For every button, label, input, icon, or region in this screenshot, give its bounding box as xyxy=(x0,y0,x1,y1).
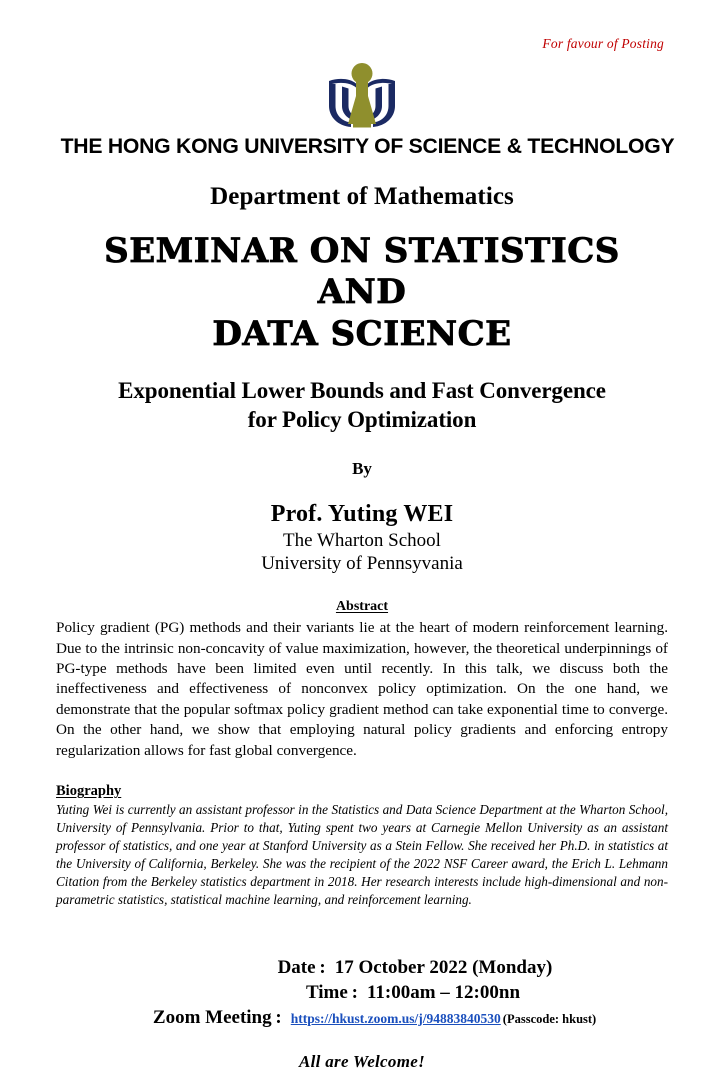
talk-title-line-1: Exponential Lower Bounds and Fast Convergence xyxy=(118,378,606,404)
seminar-title-line-1: SEMINAR ON STATISTICS AND xyxy=(104,231,620,313)
posting-notice: For favour of Posting xyxy=(542,36,664,51)
event-details xyxy=(56,955,668,1030)
abstract-heading-text: Abstract xyxy=(335,599,389,615)
by-label: By xyxy=(352,459,372,479)
university-name: THE HONG KONG UNIVERSITY OF SCIENCE & TECHNOLOGY xyxy=(60,134,675,158)
zoom-meeting-link[interactable]: https://hkust.zoom.us/j/94883840530 xyxy=(290,1011,501,1027)
zoom-meeting-value xyxy=(291,1010,596,1028)
date-row xyxy=(172,955,553,980)
time-value: 11:00am – 12:00nn xyxy=(366,982,521,1004)
affiliation-line-2: University of Pennsyvania xyxy=(261,552,463,574)
zoom-meeting-label: Zoom Meeting : xyxy=(152,1007,282,1029)
speaker-affiliation xyxy=(56,530,668,575)
time-row xyxy=(204,980,520,1005)
abstract-body: Policy gradient (PG) methods and their variants lie at the heart of modern reinforcement learning. Due to the intrinsic non-concavity of value maximization, however, the theoretical underpinnings of PG-type methods have been limited even until recently. In this talk, we discuss both the ineffectiveness and effectiveness of nonconvex policy optimization. On the one hand, we demonstrate that the popular softmax policy gradient method can take exponential time to converge. On the other hand, we show that employing natural policy gradients and enforcing entropy regularization allows for fast global convergence. xyxy=(56,619,668,759)
biography-heading-text: Biography xyxy=(56,783,122,800)
zoom-meeting-row xyxy=(128,1005,596,1030)
logo-container xyxy=(56,62,668,128)
date-value: 17 October 2022 (Monday) xyxy=(334,956,553,978)
department-name: Department of Mathematics xyxy=(210,183,514,210)
date-label: Date : xyxy=(277,956,326,978)
notice-row xyxy=(56,0,668,52)
hkust-logo-icon xyxy=(323,62,401,128)
speaker-name: Prof. Yuting WEI xyxy=(270,501,454,528)
talk-title xyxy=(56,377,668,435)
talk-title-line-2: for Policy Optimization xyxy=(247,407,477,433)
time-label: Time : xyxy=(305,982,358,1004)
abstract-heading xyxy=(56,599,668,615)
seminar-title-line-2: DATA SCIENCE xyxy=(212,313,512,354)
seminar-series-title xyxy=(56,231,668,355)
zoom-passcode: (Passcode: hkust) xyxy=(502,1012,597,1027)
biography-body: Yuting Wei is currently an assistant professor in the Statistics and Data Science Department at the Wharton School, University of Pennsylvania. Prior to that, Yuting spent two years at Carnegie Mellon University as an assistant professor of statistics, and one year at Stanford University as a Stein Fellow. She received her Ph.D. in statistics at the University of California, Berkeley. She was the recipient of the 2022 NSF Career award, the Erich L. Lehmann Citation from the Berkeley statistics department in 2018. Her research interests include high-dimensional and non-parametric statistics, statistical machine learning, and reinforcement learning. xyxy=(56,802,668,907)
affiliation-line-1: The Wharton School xyxy=(283,530,441,552)
biography-heading xyxy=(56,783,668,800)
welcome-message: All are Welcome! xyxy=(299,1052,425,1072)
